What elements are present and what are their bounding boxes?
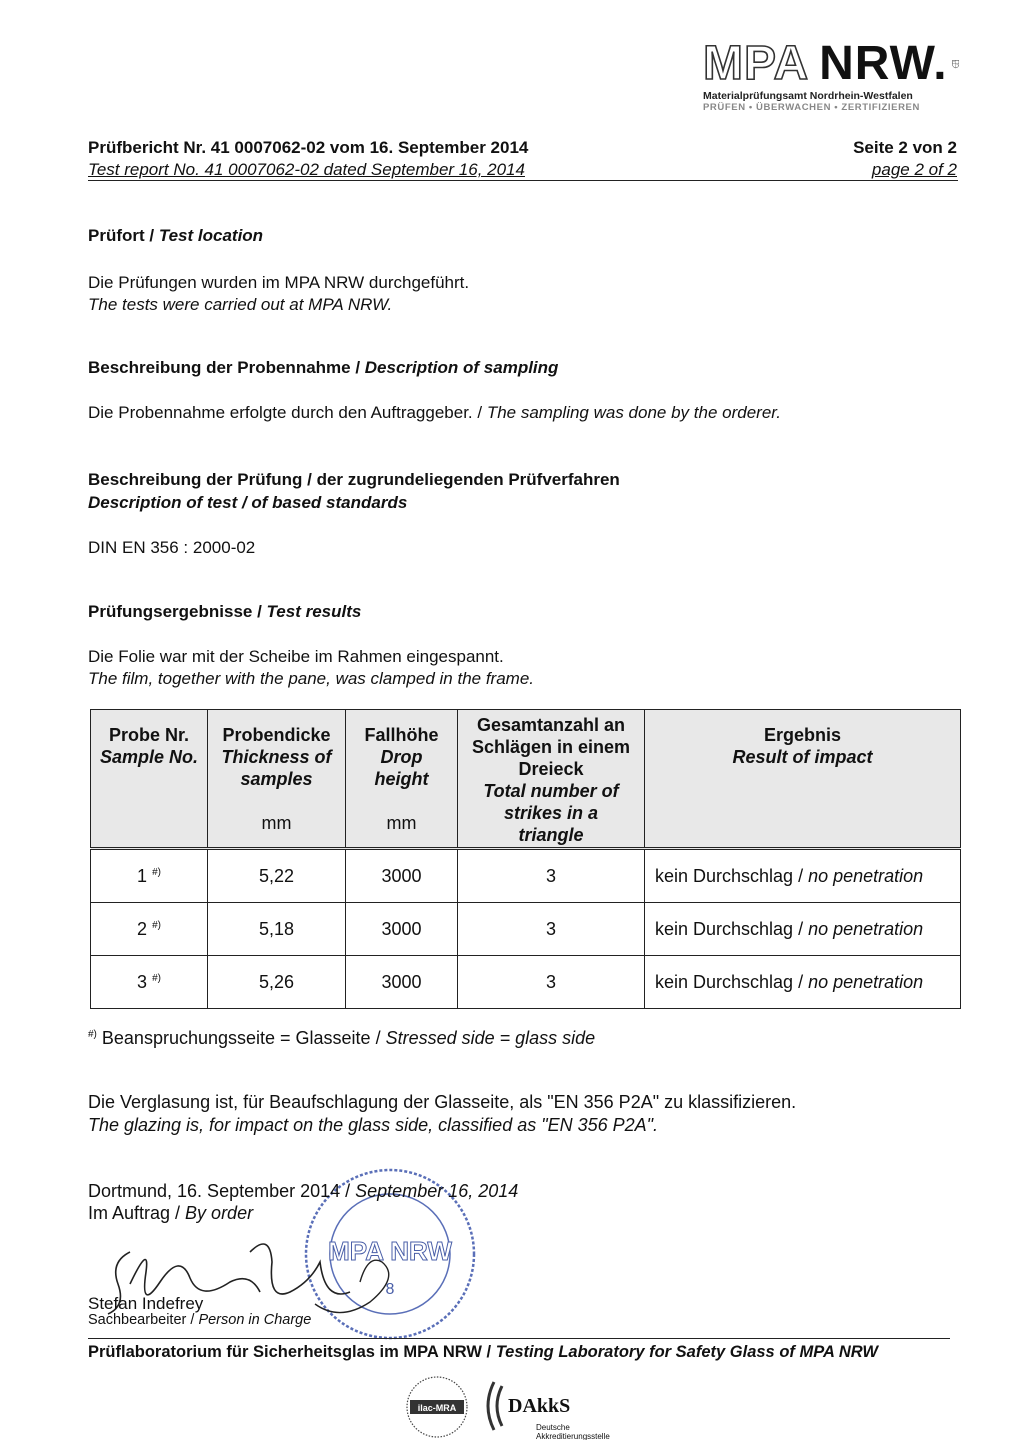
col-thickness-de: Probendicke xyxy=(222,725,331,745)
stamp-number: 8 xyxy=(385,1281,395,1298)
location-heading xyxy=(88,226,263,246)
sampling-text xyxy=(88,402,781,424)
cell-thickness: 5,22 xyxy=(208,849,346,903)
cell-strikes: 3 xyxy=(458,903,645,956)
table-row xyxy=(91,956,961,1009)
results-heading-en: Test results xyxy=(266,602,362,621)
sample-no: 3 xyxy=(137,971,148,992)
stamp-text: MPA NRW xyxy=(328,1236,452,1266)
cell-strikes: 3 xyxy=(458,849,645,903)
results-text-en: The film, together with the pane, was clamped in the frame. xyxy=(88,669,535,688)
sampling-heading-de: Beschreibung der Probennahme / xyxy=(88,358,365,377)
date-en: September 16, 2014 xyxy=(355,1181,519,1201)
cell-result xyxy=(645,849,961,903)
result-de: kein Durchschlag / xyxy=(655,865,809,886)
results-heading xyxy=(88,602,361,622)
dakks-sub2: Akkreditierungsstelle xyxy=(536,1432,610,1440)
result-en: no penetration xyxy=(808,918,924,939)
cell-result xyxy=(645,903,961,956)
cell-drop-height: 3000 xyxy=(346,956,458,1009)
classification-de: Die Verglasung ist, für Beaufschlagung der Glasseite, als "EN 356 P2A" zu klassifizieren. xyxy=(88,1092,797,1112)
order-de: Im Auftrag / xyxy=(88,1203,186,1223)
col-strikes xyxy=(458,710,645,849)
col-drop-height-de: Fallhöhe xyxy=(364,725,439,745)
ilac-text: ilac-MRA xyxy=(417,1403,457,1413)
col-sample-no-en: Sample No. xyxy=(99,747,199,767)
sampling-heading-en: Description of sampling xyxy=(364,358,559,377)
cell-thickness: 5,26 xyxy=(208,956,346,1009)
logo-mpa-text: MPA xyxy=(703,37,810,90)
signature-date xyxy=(88,1180,518,1203)
signer-name: Stefan Indefrey xyxy=(88,1294,204,1313)
col-drop-height-en: Drop height xyxy=(374,747,429,789)
footnote-mark: #) xyxy=(152,866,161,878)
test-description-heading-de: Beschreibung der Prüfung / der zugrundeliegenden Prüfverfahren xyxy=(88,470,620,489)
test-description-heading-en: Description of test / of based standards xyxy=(88,493,408,512)
results-heading-de: Prüfungsergebnisse / xyxy=(88,602,267,621)
sampling-text-en: The sampling was done by the orderer. xyxy=(486,403,782,422)
test-description-heading xyxy=(88,468,620,514)
results-text xyxy=(88,646,534,690)
mpa-nrw-logo xyxy=(703,37,959,113)
logo-subtitle: Materialprüfungsamt Nordrhein-Westfalen xyxy=(703,90,913,102)
signer-role-de: Sachbearbeiter / xyxy=(88,1312,199,1328)
sampling-heading xyxy=(88,358,558,378)
sample-no: 1 xyxy=(137,865,148,886)
result-en: no penetration xyxy=(808,865,924,886)
col-drop-height xyxy=(346,710,458,849)
col-result xyxy=(645,710,961,849)
col-sample-no xyxy=(91,710,208,849)
cell-sample-no xyxy=(91,956,208,1009)
result-en: no penetration xyxy=(808,971,924,992)
footnote-mark: #) xyxy=(152,972,161,984)
col-thickness-en: Thickness of samples xyxy=(221,747,332,789)
col-drop-height-unit: mm xyxy=(386,813,417,833)
table-header-row xyxy=(91,710,961,849)
logo-nrw-text: NRW. xyxy=(819,37,948,90)
page-indicator xyxy=(853,138,957,180)
header-divider xyxy=(88,180,958,181)
order-en: By order xyxy=(185,1203,254,1223)
footer-text xyxy=(88,1343,878,1362)
classification-en: The glazing is, for impact on the glass side, classified as "EN 356 P2A". xyxy=(88,1115,659,1135)
cell-thickness: 5,18 xyxy=(208,903,346,956)
signer-role xyxy=(88,1312,311,1328)
footer-text-de: Prüflaboratorium für Sicherheitsglas im MPA NRW / xyxy=(88,1343,496,1361)
cell-result xyxy=(645,956,961,1009)
place-date-de: Dortmund, 16. September 2014 / xyxy=(88,1181,356,1201)
coat-of-arms-icon xyxy=(952,47,959,81)
results-text-de: Die Folie war mit der Scheibe im Rahmen eingespannt. xyxy=(88,647,504,666)
cell-drop-height: 3000 xyxy=(346,849,458,903)
location-text-de: Die Prüfungen wurden im MPA NRW durchgeführt. xyxy=(88,273,470,292)
col-thickness-unit: mm xyxy=(261,813,292,833)
col-thickness xyxy=(208,710,346,849)
table-row xyxy=(91,849,961,903)
footnote-mark: #) xyxy=(152,919,161,931)
cell-sample-no xyxy=(91,849,208,903)
cell-drop-height: 3000 xyxy=(346,903,458,956)
test-standard: DIN EN 356 : 2000-02 xyxy=(88,538,256,557)
footnote-mark: #) xyxy=(88,1029,97,1040)
col-sample-no-de: Probe Nr. xyxy=(108,725,190,745)
report-number-de: Prüfbericht Nr. 41 0007062-02 vom 16. September 2014 xyxy=(88,138,529,157)
page-en: page 2 of 2 xyxy=(871,160,957,179)
dakks-text: DAkkS xyxy=(508,1395,571,1417)
cell-sample-no xyxy=(91,903,208,956)
footnote-text-en: Stressed side = glass side xyxy=(385,1028,596,1048)
report-number-en: Test report No. 41 0007062-02 dated September 16, 2014 xyxy=(88,160,525,179)
col-strikes-de: Gesamtanzahl an Schlägen in einem Dreieck xyxy=(471,715,631,779)
results-table xyxy=(90,709,961,1009)
dakks-logo xyxy=(478,1372,628,1440)
table-row xyxy=(91,903,961,956)
result-de: kein Durchschlag / xyxy=(655,918,809,939)
footnote xyxy=(88,1023,595,1050)
classification xyxy=(88,1091,796,1137)
dakks-sub1: Deutsche xyxy=(536,1423,570,1432)
location-heading-de: Prüfort / xyxy=(88,226,159,245)
col-result-en: Result of impact xyxy=(732,747,873,767)
cell-strikes: 3 xyxy=(458,956,645,1009)
location-text-en: The tests were carried out at MPA NRW. xyxy=(88,295,393,314)
footer-text-en: Testing Laboratory for Safety Glass of MPA NRW xyxy=(495,1343,878,1361)
footer-divider xyxy=(88,1338,950,1339)
logo-tagline: PRÜFEN • ÜBERWACHEN • ZERTIFIZIEREN xyxy=(703,102,920,113)
col-result-de: Ergebnis xyxy=(763,725,842,745)
result-de: kein Durchschlag / xyxy=(655,971,809,992)
ilac-mra-logo xyxy=(402,1369,472,1439)
col-strikes-en: Total number of strikes in a triangle xyxy=(483,781,619,845)
sampling-text-de: Die Probennahme erfolgte durch den Auftraggeber. / xyxy=(88,403,487,422)
sample-no: 2 xyxy=(137,918,148,939)
report-header xyxy=(88,138,528,180)
location-heading-en: Test location xyxy=(158,226,264,245)
page-de: Seite 2 von 2 xyxy=(853,138,957,157)
footnote-text-de: Beanspruchungsseite = Glasseite / xyxy=(96,1028,386,1048)
signer-role-en: Person in Charge xyxy=(198,1312,312,1328)
location-text xyxy=(88,272,469,316)
